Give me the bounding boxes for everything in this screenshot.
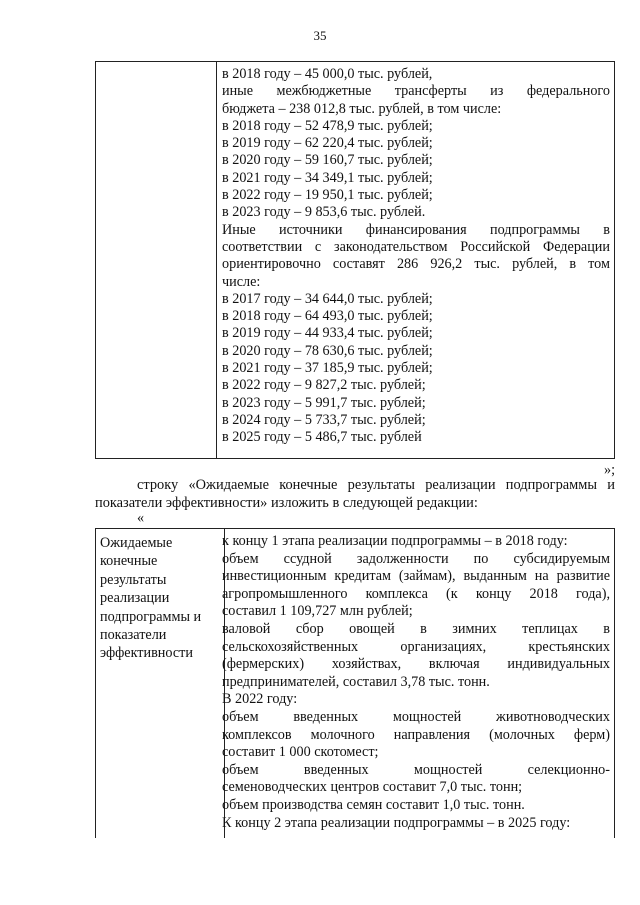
text-line: в 2020 году – 78 630,6 тыс. рублей;	[222, 342, 433, 359]
text-line: в 2022 году – 19 950,1 тыс. рублей;	[222, 187, 433, 204]
text-line: в 2017 году – 34 644,0 тыс. рублей;	[222, 290, 433, 307]
text-line: в 2023 году – 9 853,6 тыс. рублей.	[222, 204, 426, 221]
text-line: семеноводческих центров составит 7,0 тыс. тонн;	[222, 779, 523, 796]
paragraph-line: показатели эффективности» изложить в следующей редакции:	[95, 495, 478, 511]
opening-quote: «	[137, 510, 145, 526]
text-line: Иные источники финансирования подпрограммы в	[222, 221, 610, 238]
text-line: в 2023 году – 5 991,7 тыс. рублей;	[222, 394, 426, 411]
results-table-left-cell	[96, 529, 225, 838]
text-line: ориентировочно составят 286 926,2 тыс. рублей, в том	[222, 256, 610, 273]
text-line: сельскохозяйственных организациях, крестьянских	[222, 638, 610, 655]
funding-table-right-cell	[217, 62, 614, 447]
results-table-right-cell	[217, 529, 614, 832]
text-line: инвестиционным кредитам (займам), выданным на развитие	[222, 568, 610, 585]
amendment-paragraph	[95, 476, 615, 512]
text-line: в 2019 году – 44 933,4 тыс. рублей;	[222, 325, 433, 342]
text-line: в 2021 году – 37 185,9 тыс. рублей;	[222, 360, 433, 377]
text-line: числе:	[222, 273, 261, 290]
text-line: соответствии с законодательством Российской Федерации	[222, 238, 610, 255]
text-line: валовой сбор овощей в зимних теплицах в	[222, 620, 610, 637]
row-heading-line: подпрограммы и	[100, 608, 202, 625]
text-line: составит 1 000 скотомест;	[222, 744, 379, 761]
page-number: 35	[313, 28, 327, 43]
paragraph-line: строку «Ожидаемые конечные результаты реализации подпрограммы и	[137, 477, 615, 493]
text-line: в 2024 году – 5 733,7 тыс. рублей;	[222, 411, 426, 428]
funding-table-left-cell	[96, 62, 217, 458]
closing-quote: »;	[604, 462, 616, 478]
text-line: (фермерских) хозяйствах, включая индивидуальных	[222, 656, 610, 673]
text-line: в 2018 году – 52 478,9 тыс. рублей;	[222, 117, 433, 134]
text-line: в 2021 году – 34 349,1 тыс. рублей;	[222, 169, 433, 186]
row-heading-line: эффективности	[100, 645, 193, 662]
row-heading-line: показатели	[100, 627, 167, 644]
funding-table	[95, 61, 615, 459]
row-heading-line: реализации	[100, 590, 170, 607]
text-line: иные межбюджетные трансферты из федерального	[222, 83, 610, 100]
text-line: к концу 1 этапа реализации подпрограммы – в 2018 году:	[222, 533, 568, 549]
row-heading-line: Ожидаемые	[100, 535, 173, 551]
text-line: предпринимателей, составил 3,78 тыс. тонн.	[222, 673, 490, 690]
results-table	[95, 528, 615, 838]
text-line: К концу 2 этапа реализации подпрограммы – в 2025 году:	[222, 814, 571, 831]
text-line: В 2022 году:	[222, 691, 298, 708]
text-line: в 2025 году – 5 486,7 тыс. рублей	[222, 429, 422, 446]
text-line: объем производства семян составит 1,0 тыс. тонн.	[222, 796, 525, 813]
text-line: в 2018 году – 45 000,0 тыс. рублей,	[222, 66, 433, 82]
text-line: комплексов молочного направления (молочных ферм)	[222, 726, 610, 743]
row-heading-line: конечные	[100, 553, 158, 570]
text-line: бюджета – 238 012,8 тыс. рублей, в том числе:	[222, 100, 502, 117]
text-line: в 2019 году – 62 220,4 тыс. рублей;	[222, 135, 433, 152]
text-line: составил 1 109,727 млн рублей;	[222, 603, 413, 620]
row-heading-line: результаты	[100, 571, 167, 588]
text-line: объем ссудной задолженности по субсидируемым	[222, 550, 610, 567]
text-line: в 2018 году – 64 493,0 тыс. рублей;	[222, 308, 433, 325]
text-line: в 2020 году – 59 160,7 тыс. рублей;	[222, 152, 433, 169]
text-line: объем введенных мощностей животноводческих	[222, 708, 610, 725]
text-line: объем введенных мощностей селекционно-	[222, 761, 610, 778]
text-line: агропромышленного комплекса (к концу 2018 года),	[222, 585, 610, 602]
text-line: в 2022 году – 9 827,2 тыс. рублей;	[222, 377, 426, 394]
